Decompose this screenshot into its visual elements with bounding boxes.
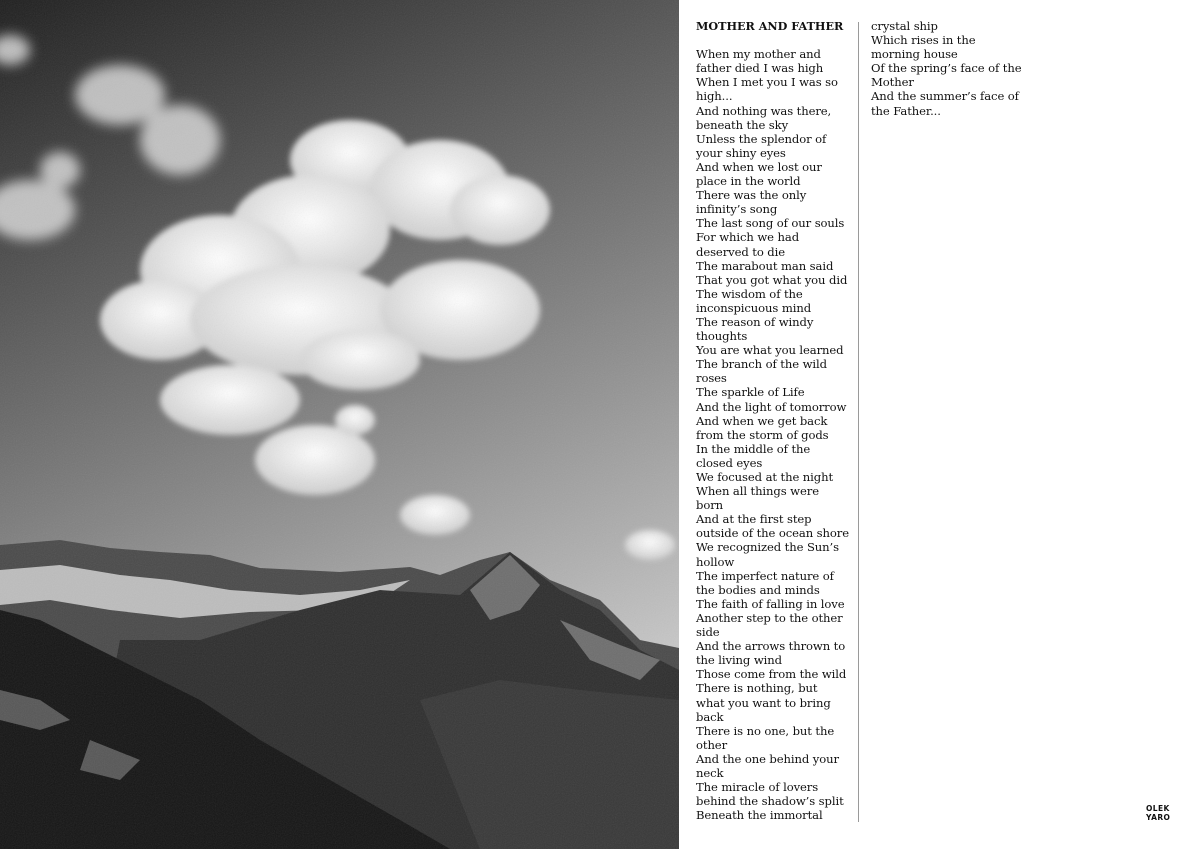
poem-title: MOTHER AND FATHER <box>696 19 844 33</box>
poem-line: For which we had <box>696 230 800 245</box>
poem-line: The last song of our souls <box>696 216 845 231</box>
poem-line: behind the shadow’s split <box>696 794 844 809</box>
poem-line: Of the spring’s face of the <box>871 61 1022 76</box>
poem-line: your shiny eyes <box>696 145 786 160</box>
poem-line: thoughts <box>696 329 748 344</box>
column-divider <box>858 22 859 822</box>
author-signature <box>1146 804 1170 822</box>
poem-line: infinity’s song <box>696 202 778 217</box>
poem-line: There is no one, but the <box>696 723 835 738</box>
poem-line: And at the first step <box>696 512 812 527</box>
poem-line: In the middle of the <box>696 441 811 456</box>
poem-line: the Father... <box>871 103 941 118</box>
poem-line: crystal ship <box>871 19 938 33</box>
poem-line: And the one behind your <box>696 751 839 766</box>
poem-column-2 <box>871 19 1041 118</box>
poem-line: And the summer’s face of <box>871 89 1019 104</box>
poem-line: closed eyes <box>696 455 763 470</box>
poem-line: And nothing was there, <box>696 103 832 118</box>
poem-line: The wisdom of the <box>696 286 803 301</box>
poem-line: beneath the sky <box>696 117 789 132</box>
poem-line: There was the only <box>696 188 807 203</box>
poem-line: And when we get back <box>696 413 828 428</box>
poem-line: other <box>696 737 728 752</box>
poem-line: morning house <box>871 47 958 62</box>
poem-page <box>679 0 1200 849</box>
poem-line: neck <box>696 765 724 780</box>
signature-line-2: YARO <box>1146 813 1171 822</box>
poem-lines-column-2 <box>871 19 1041 118</box>
poem-line: You are what you learned <box>696 343 844 358</box>
poem-line: We focused at the night <box>696 470 834 484</box>
poem-line: The reason of windy <box>696 314 814 329</box>
poem-line: the bodies and minds <box>696 582 820 597</box>
poem-line: There is nothing, but <box>696 681 818 696</box>
poem-line: When I met you I was so <box>696 75 838 90</box>
poem-line: Another step to the other <box>696 610 843 625</box>
poem-line: inconspicuous mind <box>696 300 812 315</box>
poem-line: Beneath the immortal <box>696 808 823 823</box>
poem-line: side <box>696 625 720 640</box>
poem-line: We recognized the Sun’s <box>696 540 839 555</box>
poem-line: When all things were <box>696 484 819 499</box>
poem-line: the living wind <box>696 653 782 668</box>
poem-line: The imperfect nature of <box>696 568 834 583</box>
poem-line: Unless the splendor of <box>696 131 827 146</box>
poem-line: outside of the ocean shore <box>696 526 849 541</box>
poem-line: The faith of falling in love <box>696 596 845 611</box>
poem-line: born <box>696 498 724 513</box>
poem-lines-column-1 <box>696 47 856 822</box>
poem-line: And the arrows thrown to <box>696 639 846 654</box>
poem-line: Mother <box>871 75 914 90</box>
poem-line: place in the world <box>696 174 801 189</box>
poem-line: And when we lost our <box>696 159 822 174</box>
poem-line: deserved to die <box>696 244 785 259</box>
poem-line: back <box>696 709 724 724</box>
poem-line: high... <box>696 89 733 104</box>
poem-line: father died I was high <box>696 61 824 76</box>
poem-line: And the light of tomorrow <box>696 399 847 414</box>
poem-line: When my mother and <box>696 47 821 62</box>
signature-line-1: OLEK <box>1146 804 1170 813</box>
poem-line: Which rises in the <box>871 33 976 48</box>
poem-line: Those come from the wild <box>696 667 847 682</box>
poem-line: That you got what you did <box>696 272 848 287</box>
poem-line: The branch of the wild <box>696 357 827 372</box>
poem-line: roses <box>696 371 727 386</box>
poem-line: from the storm of gods <box>696 427 829 442</box>
poem-line: The marabout man said <box>696 258 834 273</box>
poem-line: The miracle of lovers <box>696 780 819 795</box>
poem-column-1 <box>696 19 856 822</box>
poem-line: The sparkle of Life <box>696 385 805 400</box>
poem-line: hollow <box>696 554 735 569</box>
poem-line: what you want to bring <box>696 695 831 710</box>
